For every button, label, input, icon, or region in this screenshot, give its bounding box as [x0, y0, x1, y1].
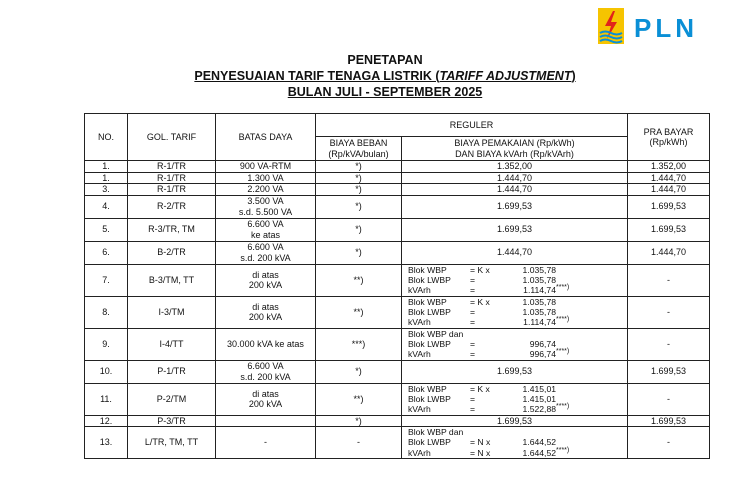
- header-no: NO.: [85, 114, 128, 161]
- blok-v: 1.114,74: [523, 285, 556, 296]
- blok-op: [470, 427, 508, 437]
- blok-k: kVArh: [408, 285, 431, 296]
- cell-gol-tarif: I-3/TM: [128, 296, 216, 328]
- table-row: [85, 427, 710, 459]
- cell-biaya-pemakaian: 1.444,70: [402, 241, 628, 264]
- cell-gol-tarif: P-2/TM: [128, 383, 216, 415]
- blok-line: [408, 265, 627, 275]
- cell-pra-bayar: -: [628, 383, 710, 415]
- cell-pra-bayar: 1.352,00: [628, 161, 710, 173]
- title-line-1: PENETAPAN: [347, 53, 423, 67]
- blok-k: kVArh: [408, 317, 431, 328]
- cell-batas-daya: 1.300 VA: [216, 172, 316, 184]
- header-reguler: REGULER: [316, 114, 628, 137]
- cell-biaya-beban: **): [316, 296, 402, 328]
- header-biaya-pemakaian: BIAYA PEMAKAIAN (Rp/kWh) DAN BIAYA kVArh (Rp/kVArh): [402, 137, 628, 161]
- cell-biaya-beban: *): [316, 161, 402, 173]
- header-biaya-beban: BIAYA BEBAN (Rp/kVA/bulan): [316, 137, 402, 161]
- blok-op: =: [470, 274, 476, 285]
- table-row: [85, 415, 710, 427]
- blok-op: = K x: [470, 264, 490, 275]
- blok-op: =: [470, 306, 476, 317]
- blok-line: [408, 307, 627, 317]
- cell-gol-tarif: B-2/TR: [128, 241, 216, 264]
- cell-no: 1.: [85, 172, 128, 184]
- cell-no: 3.: [85, 184, 128, 196]
- blok-v: 1.035,78: [522, 306, 556, 317]
- cell-batas-daya: -: [216, 427, 316, 459]
- cell-pra-bayar: 1.699,53: [628, 195, 710, 218]
- table-row: [85, 264, 710, 296]
- blok-line: [408, 437, 627, 447]
- blok-op: = N x: [470, 447, 491, 458]
- title-line-2: PENYESUAIAN TARIF TENAGA LISTRIK (TARIFF ADJUSTMENT): [194, 69, 576, 83]
- cell-no: 12.: [85, 415, 128, 427]
- cell-biaya-pemakaian: 1.444,70: [402, 172, 628, 184]
- cell-no: 7.: [85, 264, 128, 296]
- cell-batas-daya: di atas 200 kVA: [216, 264, 316, 296]
- blok-op: =: [470, 285, 476, 296]
- cell-biaya-pemakaian: 1.444,70: [402, 184, 628, 196]
- blok-k: kVArh: [408, 349, 431, 360]
- cell-biaya-pemakaian: 1.699,53: [402, 360, 628, 383]
- blok-k: Blok LWBP: [408, 306, 451, 317]
- table-row: [85, 383, 710, 415]
- cell-gol-tarif: P-3/TR: [128, 415, 216, 427]
- blok-line: [408, 297, 627, 307]
- cell-gol-tarif: R-2/TR: [128, 195, 216, 218]
- cell-biaya-beban: **): [316, 383, 402, 415]
- cell-biaya-beban: ***): [316, 328, 402, 360]
- table-row: [85, 195, 710, 218]
- blok-v: 1.035,78: [522, 264, 556, 275]
- cell-batas-daya: [216, 415, 316, 427]
- cell-no: 4.: [85, 195, 128, 218]
- cell-no: 10.: [85, 360, 128, 383]
- blok-line: [408, 329, 627, 339]
- blok-k: Blok WBP dan: [408, 328, 464, 339]
- cell-biaya-pemakaian: 1.699,53: [402, 415, 628, 427]
- cell-gol-tarif: B-3/TM, TT: [128, 264, 216, 296]
- blok-v: 996,74: [529, 349, 556, 360]
- table-row: [85, 161, 710, 173]
- blok-v: 1.415,01: [522, 393, 556, 404]
- cell-biaya-beban: *): [316, 241, 402, 264]
- header-gol-tarif: GOL. TARIF: [128, 114, 216, 161]
- cell-biaya-pemakaian-blok: [402, 328, 628, 360]
- blok-s: [556, 296, 582, 305]
- cell-no: 6.: [85, 241, 128, 264]
- blok-s: [556, 435, 582, 445]
- cell-batas-daya: 900 VA-RTM: [216, 161, 316, 173]
- tariff-table-body: [85, 161, 710, 459]
- cell-biaya-pemakaian: 1.699,53: [402, 218, 628, 241]
- cell-no: 13.: [85, 427, 128, 459]
- blok-op: =: [470, 349, 476, 360]
- pln-logo: [596, 6, 746, 46]
- cell-biaya-pemakaian: 1.699,53: [402, 195, 628, 218]
- blok-line: [408, 285, 627, 295]
- blok-k: Blok LWBP: [408, 437, 451, 448]
- blok-s: [556, 427, 582, 436]
- cell-pra-bayar: 1.699,53: [628, 360, 710, 383]
- blok-op: =: [470, 393, 476, 404]
- cell-gol-tarif: P-1/TR: [128, 360, 216, 383]
- blok-v: 1.114,74: [523, 317, 556, 328]
- blok-op: = K x: [470, 296, 490, 307]
- blok-k: Blok WBP dan: [408, 427, 464, 438]
- blok-k: Blok LWBP: [408, 393, 451, 404]
- table-row: [85, 296, 710, 328]
- blok-v: 1.035,78: [522, 296, 556, 307]
- cell-pra-bayar: 1.444,70: [628, 184, 710, 196]
- blok-line: [408, 339, 627, 349]
- blok-s: [556, 273, 582, 283]
- blok-line: [408, 317, 627, 327]
- cell-biaya-beban: *): [316, 172, 402, 184]
- cell-gol-tarif: R-1/TR: [128, 172, 216, 184]
- cell-batas-daya: di atas 200 kVA: [216, 296, 316, 328]
- cell-no: 1.: [85, 161, 128, 173]
- cell-gol-tarif: I-4/TT: [128, 328, 216, 360]
- blok-s: ****): [556, 446, 570, 454]
- tariff-table: [84, 113, 710, 459]
- cell-biaya-beban: *): [316, 218, 402, 241]
- blok-s: [556, 328, 582, 337]
- table-row: [85, 360, 710, 383]
- blok-op: =: [470, 338, 476, 349]
- cell-biaya-beban: **): [316, 264, 402, 296]
- cell-batas-daya: 6.600 VA ke atas: [216, 218, 316, 241]
- blok-v: [508, 329, 556, 339]
- cell-biaya-beban: -: [316, 427, 402, 459]
- blok-op: [470, 329, 508, 339]
- blok-k: Blok WBP: [408, 296, 447, 307]
- cell-batas-daya: 2.200 VA: [216, 184, 316, 196]
- blok-s: [556, 337, 582, 347]
- blok-op: =: [470, 404, 476, 415]
- blok-v: 1.035,78: [522, 274, 556, 285]
- cell-pra-bayar: 1.444,70: [628, 241, 710, 264]
- cell-batas-daya: 6.600 VA s.d. 200 kVA: [216, 241, 316, 264]
- blok-line: [408, 384, 627, 394]
- blok-s: ****): [556, 316, 570, 324]
- cell-pra-bayar: -: [628, 296, 710, 328]
- blok-s: ****): [556, 403, 570, 411]
- cell-biaya-beban: *): [316, 184, 402, 196]
- cell-pra-bayar: -: [628, 264, 710, 296]
- blok-k: Blok LWBP: [408, 274, 451, 285]
- cell-biaya-beban: *): [316, 195, 402, 218]
- cell-pra-bayar: 1.699,53: [628, 415, 710, 427]
- blok-k: kVArh: [408, 404, 431, 415]
- blok-v: 1.522,88: [522, 404, 556, 415]
- blok-s: [556, 264, 582, 273]
- header-batas-daya: BATAS DAYA: [216, 114, 316, 161]
- blok-op: = N x: [470, 437, 491, 448]
- blok-v: 1.644,52: [522, 437, 556, 448]
- cell-batas-daya: 30.000 kVA ke atas: [216, 328, 316, 360]
- blok-v: 996,74: [529, 338, 556, 349]
- blok-v: 1.415,01: [522, 383, 556, 394]
- cell-batas-daya: di atas 200 kVA: [216, 383, 316, 415]
- blok-op: = K x: [470, 383, 490, 394]
- blok-k: Blok WBP: [408, 383, 447, 394]
- blok-line: [408, 427, 627, 437]
- blok-s: [556, 383, 582, 392]
- cell-gol-tarif: R-1/TR: [128, 161, 216, 173]
- title-line-3: BULAN JULI - SEPTEMBER 2025: [287, 85, 483, 99]
- table-row: [85, 328, 710, 360]
- table-row: [85, 241, 710, 264]
- blok-line: [408, 275, 627, 285]
- blok-s: ****): [556, 284, 570, 292]
- blok-line: [408, 394, 627, 404]
- cell-gol-tarif: L/TR, TM, TT: [128, 427, 216, 459]
- cell-biaya-pemakaian: 1.352,00: [402, 161, 628, 173]
- cell-pra-bayar: -: [628, 328, 710, 360]
- cell-biaya-pemakaian-blok: [402, 427, 628, 459]
- blok-line: [408, 448, 627, 458]
- blok-line: [408, 404, 627, 414]
- blok-s: [556, 305, 582, 315]
- cell-biaya-pemakaian-blok: [402, 264, 628, 296]
- cell-no: 11.: [85, 383, 128, 415]
- cell-biaya-beban: *): [316, 415, 402, 427]
- cell-batas-daya: 3.500 VA s.d. 5.500 VA: [216, 195, 316, 218]
- cell-no: 9.: [85, 328, 128, 360]
- blok-k: kVArh: [408, 447, 431, 458]
- table-row: [85, 218, 710, 241]
- cell-biaya-beban: *): [316, 360, 402, 383]
- pln-lightning-logo-icon: [596, 6, 626, 46]
- cell-gol-tarif: R-1/TR: [128, 184, 216, 196]
- cell-pra-bayar: 1.699,53: [628, 218, 710, 241]
- blok-v: 1.644,52: [522, 447, 556, 458]
- cell-batas-daya: 6.600 VA s.d. 200 kVA: [216, 360, 316, 383]
- cell-gol-tarif: R-3/TR, TM: [128, 218, 216, 241]
- table-row: [85, 172, 710, 184]
- blok-op: =: [470, 317, 476, 328]
- cell-biaya-pemakaian-blok: [402, 296, 628, 328]
- blok-k: Blok LWBP: [408, 338, 451, 349]
- blok-v: [508, 427, 556, 437]
- pln-logo-text: PLN: [634, 13, 698, 43]
- header-pra-bayar: PRA BAYAR (Rp/kWh): [628, 114, 710, 161]
- blok-s: [556, 392, 582, 402]
- cell-pra-bayar: 1.444,70: [628, 172, 710, 184]
- document-title: [0, 52, 750, 100]
- cell-no: 5.: [85, 218, 128, 241]
- cell-no: 8.: [85, 296, 128, 328]
- blok-s: ****): [556, 348, 570, 356]
- blok-k: Blok WBP: [408, 264, 447, 275]
- cell-pra-bayar: -: [628, 427, 710, 459]
- blok-line: [408, 349, 627, 359]
- cell-biaya-pemakaian-blok: [402, 383, 628, 415]
- table-row: [85, 184, 710, 196]
